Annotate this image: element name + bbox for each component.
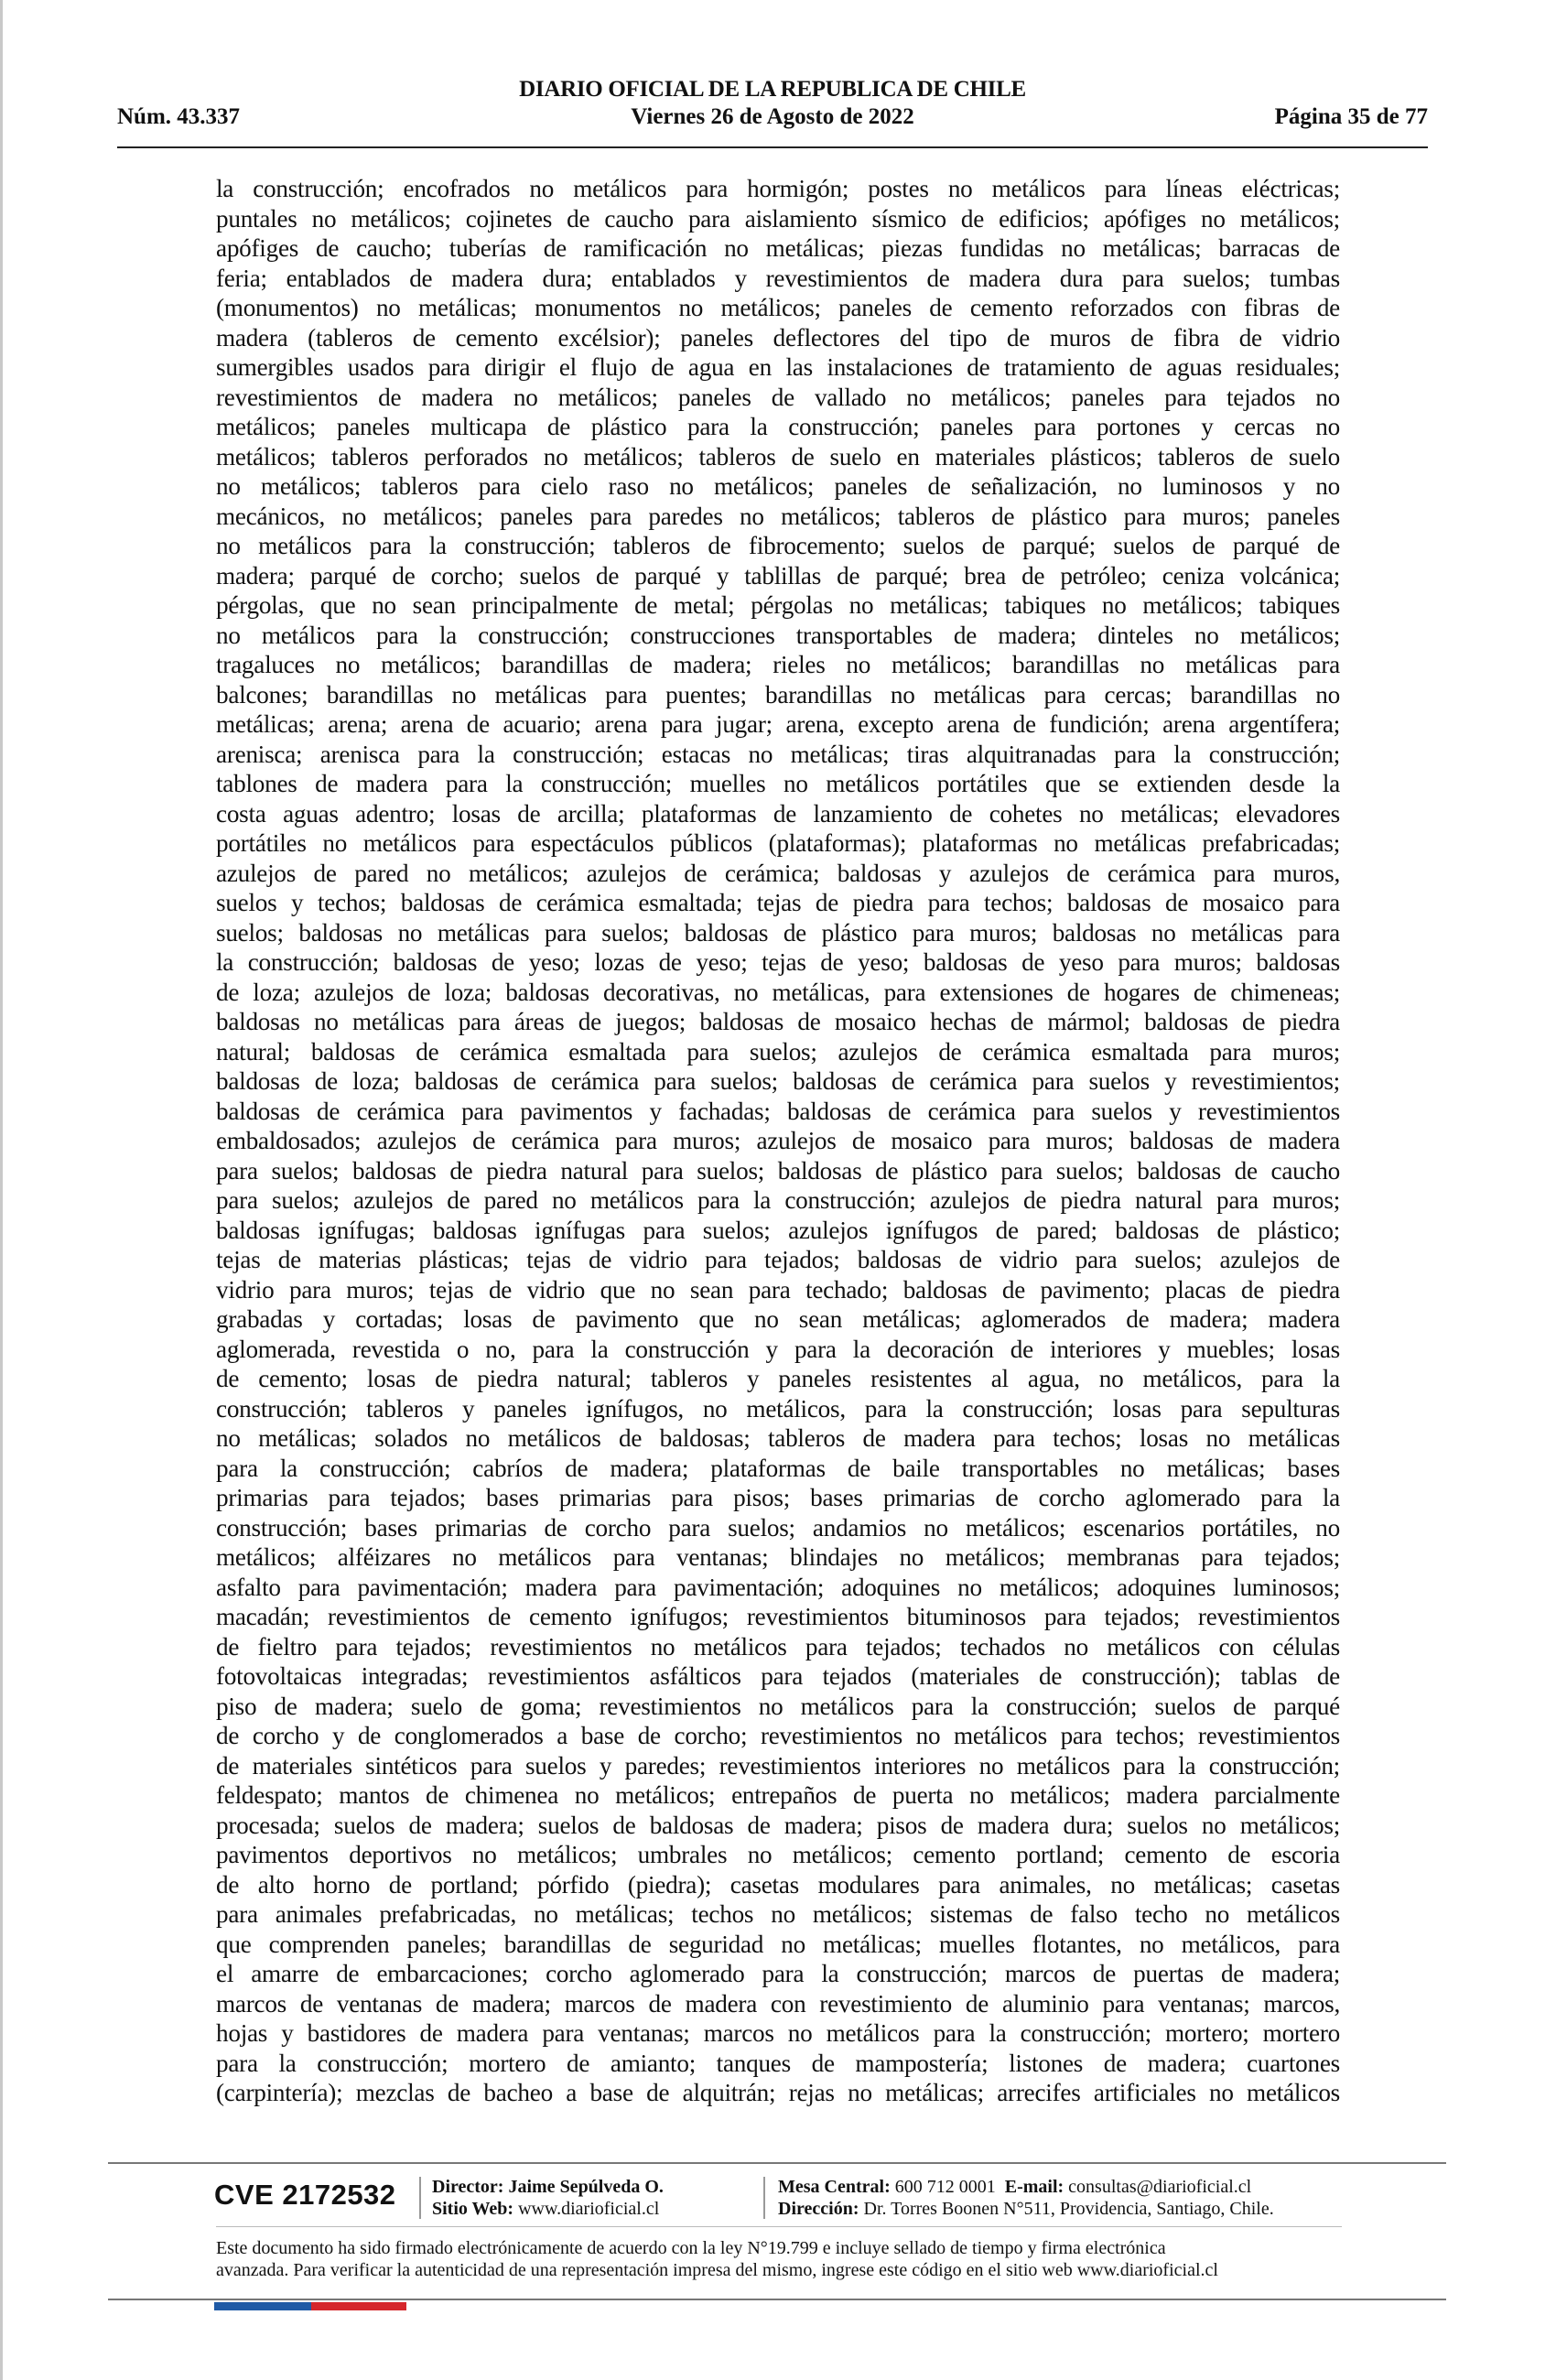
body-line: madera (tableros de cemento excélsior); paneles deflectores del tipo de muros de fibra de vidrio xyxy=(216,323,1340,352)
body-line: baldosas no metálicas para áreas de juegos; baldosas de mosaico hechas de mármol; baldosas de piedra xyxy=(216,1008,1340,1035)
body-line: mecánicos, no metálicos; paneles para paredes no metálicos; tableros de plástico para muros; paneles xyxy=(216,502,1340,530)
body-line: natural; baldosas de cerámica esmaltada para suelos; azulejos de cerámica esmaltada para muros; xyxy=(216,1037,1340,1066)
body-line: primarias para tejados; bases primarias para pisos; bases primarias de corcho aglomerado para la xyxy=(216,1484,1340,1511)
body-line: no metálicas; solados no metálicos de baldosas; tableros de madera para techos; losas no metálicas xyxy=(216,1424,1340,1452)
header-row xyxy=(117,104,1428,135)
body-line: tejas de materias plásticas; tejas de vidrio para tejados; baldosas de vidrio para suelos; azulejos de xyxy=(216,1246,1340,1273)
body-line: de materiales sintéticos para suelos y paredes; revestimientos interiores no metálicos para la construcción; xyxy=(216,1751,1340,1780)
footer-divider xyxy=(216,2226,1342,2227)
body-line: para la construcción; mortero de amianto; tanques de mampostería; listones de madera; cuartones xyxy=(216,2049,1340,2077)
body-line: baldosas ignífugas; baldosas ignífugas para suelos; azulejos ignífugos de pared; baldosas de plástico; xyxy=(216,1216,1340,1244)
body-line: asfalto para pavimentación; madera para pavimentación; adoquines no metálicos; adoquines luminosos; xyxy=(216,1573,1340,1601)
body-line: tablones de madera para la construcción; muelles no metálicos portátiles que se extienden desde la xyxy=(216,770,1340,797)
body-line: grabadas y cortadas; losas de pavimento que no sean metálicas; aglomerados de madera; madera xyxy=(216,1305,1340,1333)
body-line: pérgolas, que no sean principalmente de metal; pérgolas no metálicas; tabiques no metálicos; tabiques xyxy=(216,591,1340,619)
body-line: suelos; baldosas no metálicas para suelos; baldosas de plástico para muros; baldosas no metálicas para xyxy=(216,918,1340,947)
phone-number: 600 712 0001 xyxy=(894,2177,996,2197)
body-line: piso de madera; suelo de goma; revestimientos no metálicos para la construcción; suelos de parqué xyxy=(216,1692,1340,1720)
footer-separator xyxy=(419,2177,421,2219)
issue-date: Viernes 26 de Agosto de 2022 xyxy=(631,104,914,129)
body-line: para la construcción; cabríos de madera; plataformas de baile transportables no metálicas; bases xyxy=(216,1454,1340,1482)
address: Dr. Torres Boonen N°511, Providencia, Santiago, Chile. xyxy=(863,2199,1274,2219)
body-line: de corcho y de conglomerados a base de corcho; revestimientos no metálicos para techos; revestimientos xyxy=(216,1722,1340,1749)
body-line: de fieltro para tejados; revestimientos no metálicos para tejados; techados no metálicos con células xyxy=(216,1632,1340,1661)
body-line: aglomerada, revestida o no, para la construcción y para la decoración de interiores y muebles; losas xyxy=(216,1335,1340,1363)
body-line: vidrio para muros; tejas de vidrio que no sean para techado; baldosas de pavimento; placas de piedra xyxy=(216,1275,1340,1304)
body-line: feria; entablados de madera dura; entablados y revestimientos de madera dura para suelos; tumbas xyxy=(216,264,1340,292)
body-line: la construcción; encofrados no metálicos para hormigón; postes no metálicos para líneas eléctricas; xyxy=(216,175,1340,202)
flag-stripe-blue xyxy=(214,2302,311,2310)
cve-code: CVE 2172532 xyxy=(214,2179,396,2211)
email-label: E-mail: xyxy=(1004,2177,1064,2197)
body-line: balcones; barandillas no metálicas para puentes; barandillas no metálicas para cercas; barandillas no xyxy=(216,680,1340,709)
body-line: arenisca; arenisca para la construcción; estacas no metálicas; tiras alquitranadas para la construcción; xyxy=(216,740,1340,768)
body-line: que comprenden paneles; barandillas de seguridad no metálicas; muelles flotantes, no metálicos, para xyxy=(216,1930,1340,1958)
newspaper-title: DIARIO OFICIAL DE LA REPUBLICA DE CHILE xyxy=(519,77,1026,102)
email-link[interactable]: consultas@diarioficial.cl xyxy=(1068,2177,1252,2197)
body-line: baldosas de cerámica para pavimentos y fachadas; baldosas de cerámica para suelos y revestimientos xyxy=(216,1097,1340,1125)
legal-line: avanzada. Para verificar la autenticidad de una representación impresa del mismo, ingrese este código en el sitio web www.diarioficial.cl xyxy=(216,2260,1218,2280)
director-name: Jaime Sepúlveda O. xyxy=(508,2177,664,2197)
body-line: feldespato; mantos de chimenea no metálicos; entrepaños de puerta no metálicos; madera parcialmente xyxy=(216,1781,1340,1809)
issue-number: Núm. 43.337 xyxy=(117,104,241,129)
footer-divider xyxy=(108,2299,1446,2300)
body-line: apófiges de caucho; tuberías de ramificación no metálicas; piezas fundidas no metálicas; barracas de xyxy=(216,234,1340,262)
body-line: no metálicos para la construcción; construcciones transportables de madera; dinteles no metálicos; xyxy=(216,621,1340,649)
flag-stripe-red xyxy=(311,2302,406,2310)
body-line: macadán; revestimientos de cemento ignífugos; revestimientos bituminosos para tejados; revestimientos xyxy=(216,1603,1340,1630)
body-line: construcción; bases primarias de corcho para suelos; andamios no metálicos; escenarios portátiles, no xyxy=(216,1513,1340,1542)
body-line: metálicas; arena; arena de acuario; arena para jugar; arena, excepto arena de fundición; arena argentífera; xyxy=(216,710,1340,738)
body-line: embaldosados; azulejos de cerámica para muros; azulejos de mosaico para muros; baldosas de madera xyxy=(216,1127,1340,1154)
body-line: para animales prefabricadas, no metálicas; techos no metálicos; sistemas de falso techo no metálicos xyxy=(216,1900,1340,1928)
body-line: sumergibles usados para dirigir el flujo de agua en las instalaciones de tratamiento de aguas residuales; xyxy=(216,353,1340,381)
body-line: de loza; azulejos de loza; baldosas decorativas, no metálicas, para extensiones de hogares de chimeneas; xyxy=(216,978,1340,1006)
body-line: madera; parqué de corcho; suelos de parqué y tablillas de parqué; brea de petróleo; ceniza volcánica; xyxy=(216,561,1340,590)
page-number: Página 35 de 77 xyxy=(1274,104,1428,129)
body-line: suelos y techos; baldosas de cerámica esmaltada; tejas de piedra para techos; baldosas de mosaico para xyxy=(216,889,1340,916)
legal-notice xyxy=(216,2237,1351,2281)
page-edge xyxy=(0,0,3,2380)
body-line: puntales no metálicos; cojinetes de caucho para aislamiento sísmico de edificios; apófiges no metálicos; xyxy=(216,204,1340,233)
legal-line: Este documento ha sido firmado electrónicamente de acuerdo con la ley N°19.799 e incluye sellado de tiempo y firma electrónica xyxy=(216,2238,1166,2258)
body-text xyxy=(216,174,1340,2108)
address-label: Dirección: xyxy=(778,2199,859,2219)
body-line: de cemento; losas de piedra natural; tableros y paneles resistentes al agua, no metálicos, para la xyxy=(216,1365,1340,1392)
body-line: no metálicos para la construcción; tableros de fibrocemento; suelos de parqué; suelos de parqué de xyxy=(216,532,1340,559)
body-line: construcción; tableros y paneles ignífugos, no metálicos, para la construcción; losas para sepulturas xyxy=(216,1394,1340,1423)
body-line: para suelos; azulejos de pared no metálicos para la construcción; azulejos de piedra natural para muros; xyxy=(216,1186,1340,1214)
director-block xyxy=(432,2176,664,2220)
director-label: Director: xyxy=(432,2177,504,2197)
body-line: hojas y bastidores de madera para ventanas; marcos no metálicos para la construcción; mortero; mortero xyxy=(216,2019,1340,2047)
body-line: no metálicos; tableros para cielo raso no metálicos; paneles de señalización, no luminosos y no xyxy=(216,472,1340,500)
website-link[interactable]: www.diarioficial.cl xyxy=(518,2199,660,2219)
page-header xyxy=(117,77,1428,148)
footer-separator xyxy=(763,2177,765,2219)
body-line: revestimientos de madera no metálicos; paneles de vallado no metálicos; paneles para tejados no xyxy=(216,383,1340,411)
contact-block xyxy=(778,2176,1274,2220)
body-line: de alto horno de portland; pórfido (piedra); casetas modulares para animales, no metálicas; casetas xyxy=(216,1870,1340,1899)
body-line: (monumentos) no metálicas; monumentos no metálicos; paneles de cemento reforzados con fibras de xyxy=(216,294,1340,321)
phone-label: Mesa Central: xyxy=(778,2177,891,2197)
website-label: Sitio Web: xyxy=(432,2199,514,2219)
body-line: portátiles no metálicos para espectáculos públicos (plataformas); plataformas no metálicas prefabricadas; xyxy=(216,829,1340,857)
body-line: (carpintería); mezclas de bacheo a base de alquitrán; rejas no metálicas; arrecifes artificiales no metálicos xyxy=(216,2079,1340,2106)
body-line: baldosas de loza; baldosas de cerámica para suelos; baldosas de cerámica para suelos y revestimientos; xyxy=(216,1067,1340,1095)
body-line: tragaluces no metálicos; barandillas de madera; rieles no metálicos; barandillas no metálicas para xyxy=(216,651,1340,678)
body-line: metálicos; tableros perforados no metálicos; tableros de suelo en materiales plásticos; tableros de suelo xyxy=(216,442,1340,471)
body-line: azulejos de pared no metálicos; azulejos de cerámica; baldosas y azulejos de cerámica para muros, xyxy=(216,859,1340,887)
body-line: la construcción; baldosas de yeso; lozas de yeso; tejas de yeso; baldosas de yeso para muros; baldosas xyxy=(216,948,1340,976)
body-line: costa aguas adentro; losas de arcilla; plataformas de lanzamiento de cohetes no metálicas; elevadores xyxy=(216,799,1340,828)
body-line: para suelos; baldosas de piedra natural para suelos; baldosas de plástico para suelos; baldosas de caucho xyxy=(216,1156,1340,1185)
body-line: metálicos; paneles multicapa de plástico para la construcción; paneles para portones y cercas no xyxy=(216,413,1340,440)
body-line: pavimentos deportivos no metálicos; umbrales no metálicos; cemento portland; cemento de escoria xyxy=(216,1841,1340,1868)
footer-divider xyxy=(108,2162,1446,2164)
body-line: fotovoltaicas integradas; revestimientos asfálticos para tejados (materiales de construcción); tablas de xyxy=(216,1662,1340,1690)
body-line: el amarre de embarcaciones; corcho aglomerado para la construcción; marcos de puertas de madera; xyxy=(216,1960,1340,1987)
body-line: procesada; suelos de madera; suelos de baldosas de madera; pisos de madera dura; suelos no metálicos; xyxy=(216,1811,1340,1839)
body-line: marcos de ventanas de madera; marcos de madera con revestimiento de aluminio para ventanas; marcos, xyxy=(216,1989,1340,2018)
body-line: metálicos; alféizares no metálicos para ventanas; blindajes no metálicos; membranas para tejados; xyxy=(216,1543,1340,1571)
